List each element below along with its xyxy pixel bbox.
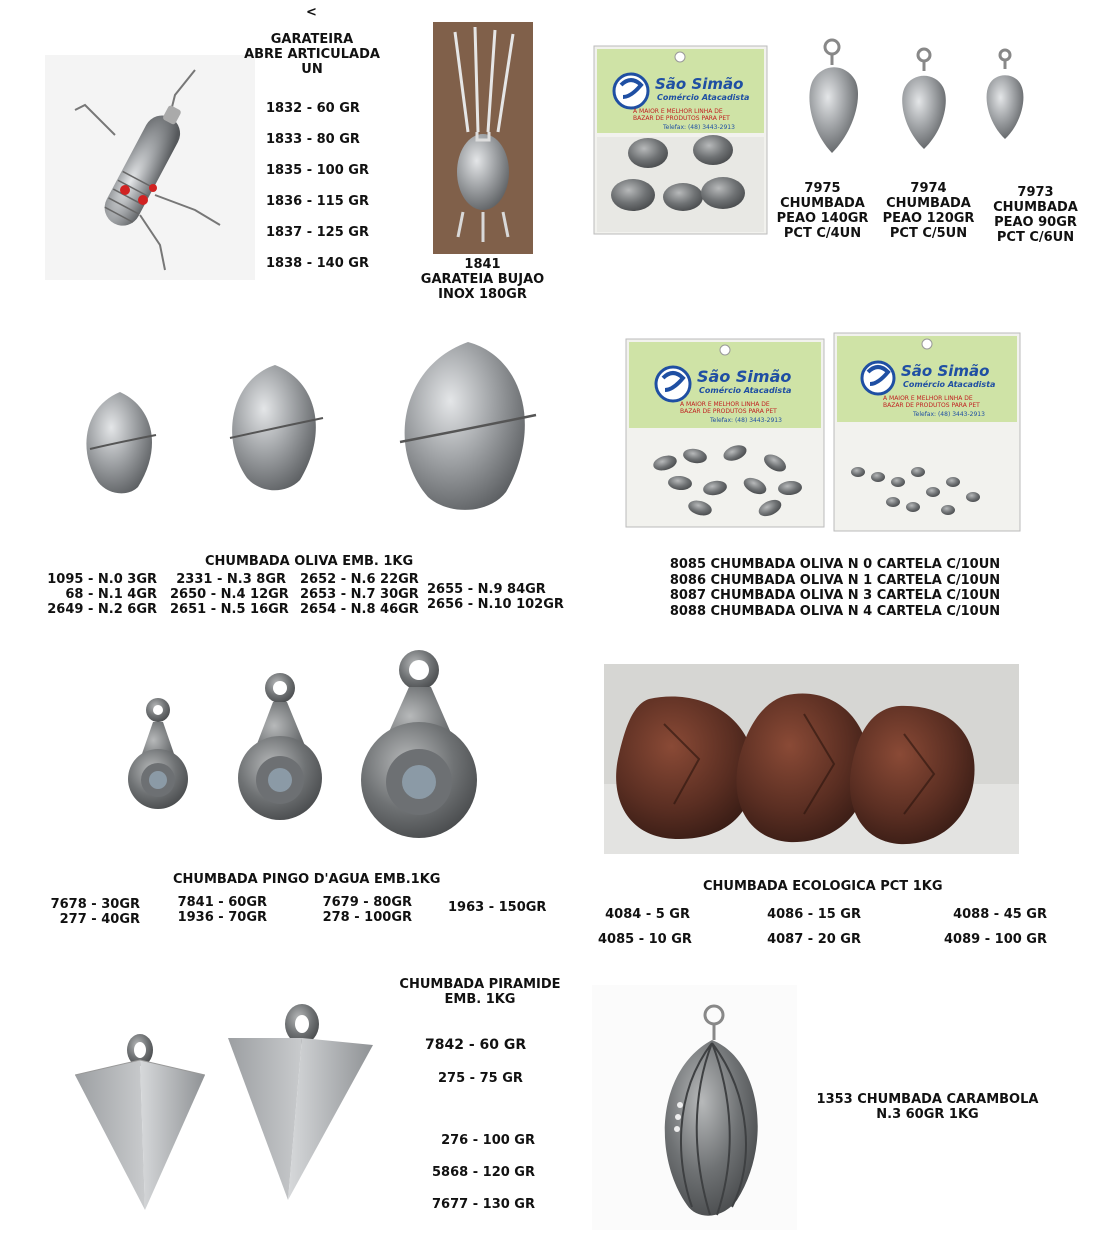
pingo-title: CHUMBADA PINGO D'AGUA EMB.1KG — [173, 872, 441, 887]
pingo-col-2: 7841 - 60GR 1936 - 70GR — [177, 895, 267, 925]
oliva-cartela-package-2 — [833, 332, 1021, 532]
list-item: 1833 - 80 GR — [266, 132, 360, 147]
ecologica-image — [604, 664, 1019, 854]
garateira-title: GARATEIRA ABRE ARTICULADA UN — [244, 32, 380, 77]
list-item: 8088 CHUMBADA OLIVA N 4 CARTELA C/10UN — [669, 603, 1001, 619]
piramide-code-75: 275 - 75 GR — [438, 1071, 523, 1086]
list-item: 8085 CHUMBADA OLIVA N 0 CARTELA C/10UN — [669, 557, 1001, 572]
svg-text:A MAIOR E MELHOR LINHA DE: A MAIOR E MELHOR LINHA DE — [680, 401, 770, 408]
svg-text:A MAIOR E MELHOR LINHA DE: A MAIOR E MELHOR LINHA DE — [633, 108, 723, 115]
oliva-col-3: 2652 - N.6 22GR 2653 - N.7 30GR 2654 - N.8 46GR — [300, 572, 419, 617]
svg-text:Comércio Atacadista: Comércio Atacadista — [657, 93, 750, 102]
pingo-col-4: 1963 - 150GR — [448, 900, 547, 915]
ecologica-col-3: 4088 - 45 GR 4089 - 100 GR — [944, 907, 1047, 947]
pingo-col-3: 7679 - 80GR 278 - 100GR — [322, 895, 412, 925]
garateira-image — [45, 55, 255, 280]
oliva-col-2: 2331 - N.3 8GR 2650 - N.4 12GR 2651 - N.5 16GR — [170, 572, 289, 617]
piramide-code-60: 7842 - 60 GR — [425, 1037, 527, 1053]
oliva-cartela-package-1 — [625, 338, 825, 528]
pingo-medium-image — [235, 670, 330, 830]
svg-text:Telefax: (48) 3443-2913: Telefax: (48) 3443-2913 — [710, 417, 782, 424]
oliva-large-image — [388, 337, 543, 517]
pingo-small-image — [125, 694, 195, 819]
bujao-caption: 1841 GARATEIA BUJAO INOX 180GR — [420, 257, 545, 302]
list-item: 8086 CHUMBADA OLIVA N 1 CARTELA C/10UN — [669, 572, 1001, 588]
piramide-small-image — [75, 1030, 205, 1215]
peao-90-image — [981, 45, 1033, 145]
svg-text:Comércio Atacadista: Comércio Atacadista — [699, 386, 792, 395]
peao-120-image — [896, 45, 958, 155]
svg-text:São Simão: São Simão — [901, 362, 990, 380]
bujao-image — [433, 22, 533, 254]
pingo-large-image — [357, 645, 484, 845]
list-item: 1832 - 60 GR — [266, 101, 360, 116]
svg-text:Telefax: (48) 3443-2913: Telefax: (48) 3443-2913 — [913, 411, 985, 418]
peao-140-image — [805, 35, 875, 160]
oliva-cartela-list — [640, 557, 1030, 619]
svg-text:São Simão: São Simão — [655, 75, 744, 93]
list-item: 1836 - 115 GR — [266, 194, 369, 209]
ecologica-col-2: 4086 - 15 GR 4087 - 20 GR — [767, 907, 861, 947]
list-item: 1838 - 140 GR — [266, 256, 369, 271]
peao-package-image — [593, 45, 768, 235]
svg-text:BAZAR DE PRODUTOS PARA PET: BAZAR DE PRODUTOS PARA PET — [633, 115, 730, 122]
carambola-caption: 1353 CHUMBADA CARAMBOLA N.3 60GR 1KG — [816, 1092, 1039, 1122]
carambola-image — [592, 985, 797, 1230]
list-item: 8087 CHUMBADA OLIVA N 3 CARTELA C/10UN — [669, 588, 1001, 603]
svg-text:BAZAR DE PRODUTOS PARA PET: BAZAR DE PRODUTOS PARA PET — [680, 408, 777, 415]
svg-text:Comércio Atacadista: Comércio Atacadista — [903, 380, 996, 389]
piramide-title: CHUMBADA PIRAMIDE EMB. 1KG — [399, 977, 561, 1007]
ecologica-title: CHUMBADA ECOLOGICA PCT 1KG — [703, 879, 943, 894]
piramide-code-list: 276 - 100 GR 5868 - 120 GR 7677 - 130 GR — [432, 1133, 535, 1212]
svg-text:A MAIOR E MELHOR LINHA DE: A MAIOR E MELHOR LINHA DE — [883, 395, 973, 402]
oliva-title: CHUMBADA OLIVA EMB. 1KG — [205, 554, 414, 569]
back-chevron[interactable]: < — [306, 5, 317, 20]
svg-text:São Simão: São Simão — [697, 367, 792, 386]
list-item: 1837 - 125 GR — [266, 225, 369, 240]
oliva-col-4: 2655 - N.9 84GR 2656 - N.10 102GR — [427, 582, 564, 612]
oliva-small-image — [78, 387, 163, 497]
ecologica-col-1: 4084 - 5 GR 4085 - 10 GR — [598, 907, 692, 947]
svg-text:Telefax: (48) 3443-2913: Telefax: (48) 3443-2913 — [663, 124, 735, 131]
list-item: 1835 - 100 GR — [266, 163, 369, 178]
svg-text:BAZAR DE PRODUTOS PARA PET: BAZAR DE PRODUTOS PARA PET — [883, 402, 980, 409]
peao-140-caption: 7975 CHUMBADA PEAO 140GR PCT C/4UN — [776, 181, 869, 241]
pingo-col-1: 7678 - 30GR 277 - 40GR — [50, 897, 140, 927]
oliva-col-1: 1095 - N.0 3GR 68 - N.1 4GR 2649 - N.2 6GR — [47, 572, 157, 617]
piramide-large-image — [228, 1000, 373, 1205]
oliva-medium-image — [220, 360, 330, 495]
peao-90-caption: 7973 CHUMBADA PEAO 90GR PCT C/6UN — [993, 185, 1078, 245]
peao-120-caption: 7974 CHUMBADA PEAO 120GR PCT C/5UN — [882, 181, 975, 241]
garateira-code-list — [266, 101, 369, 287]
